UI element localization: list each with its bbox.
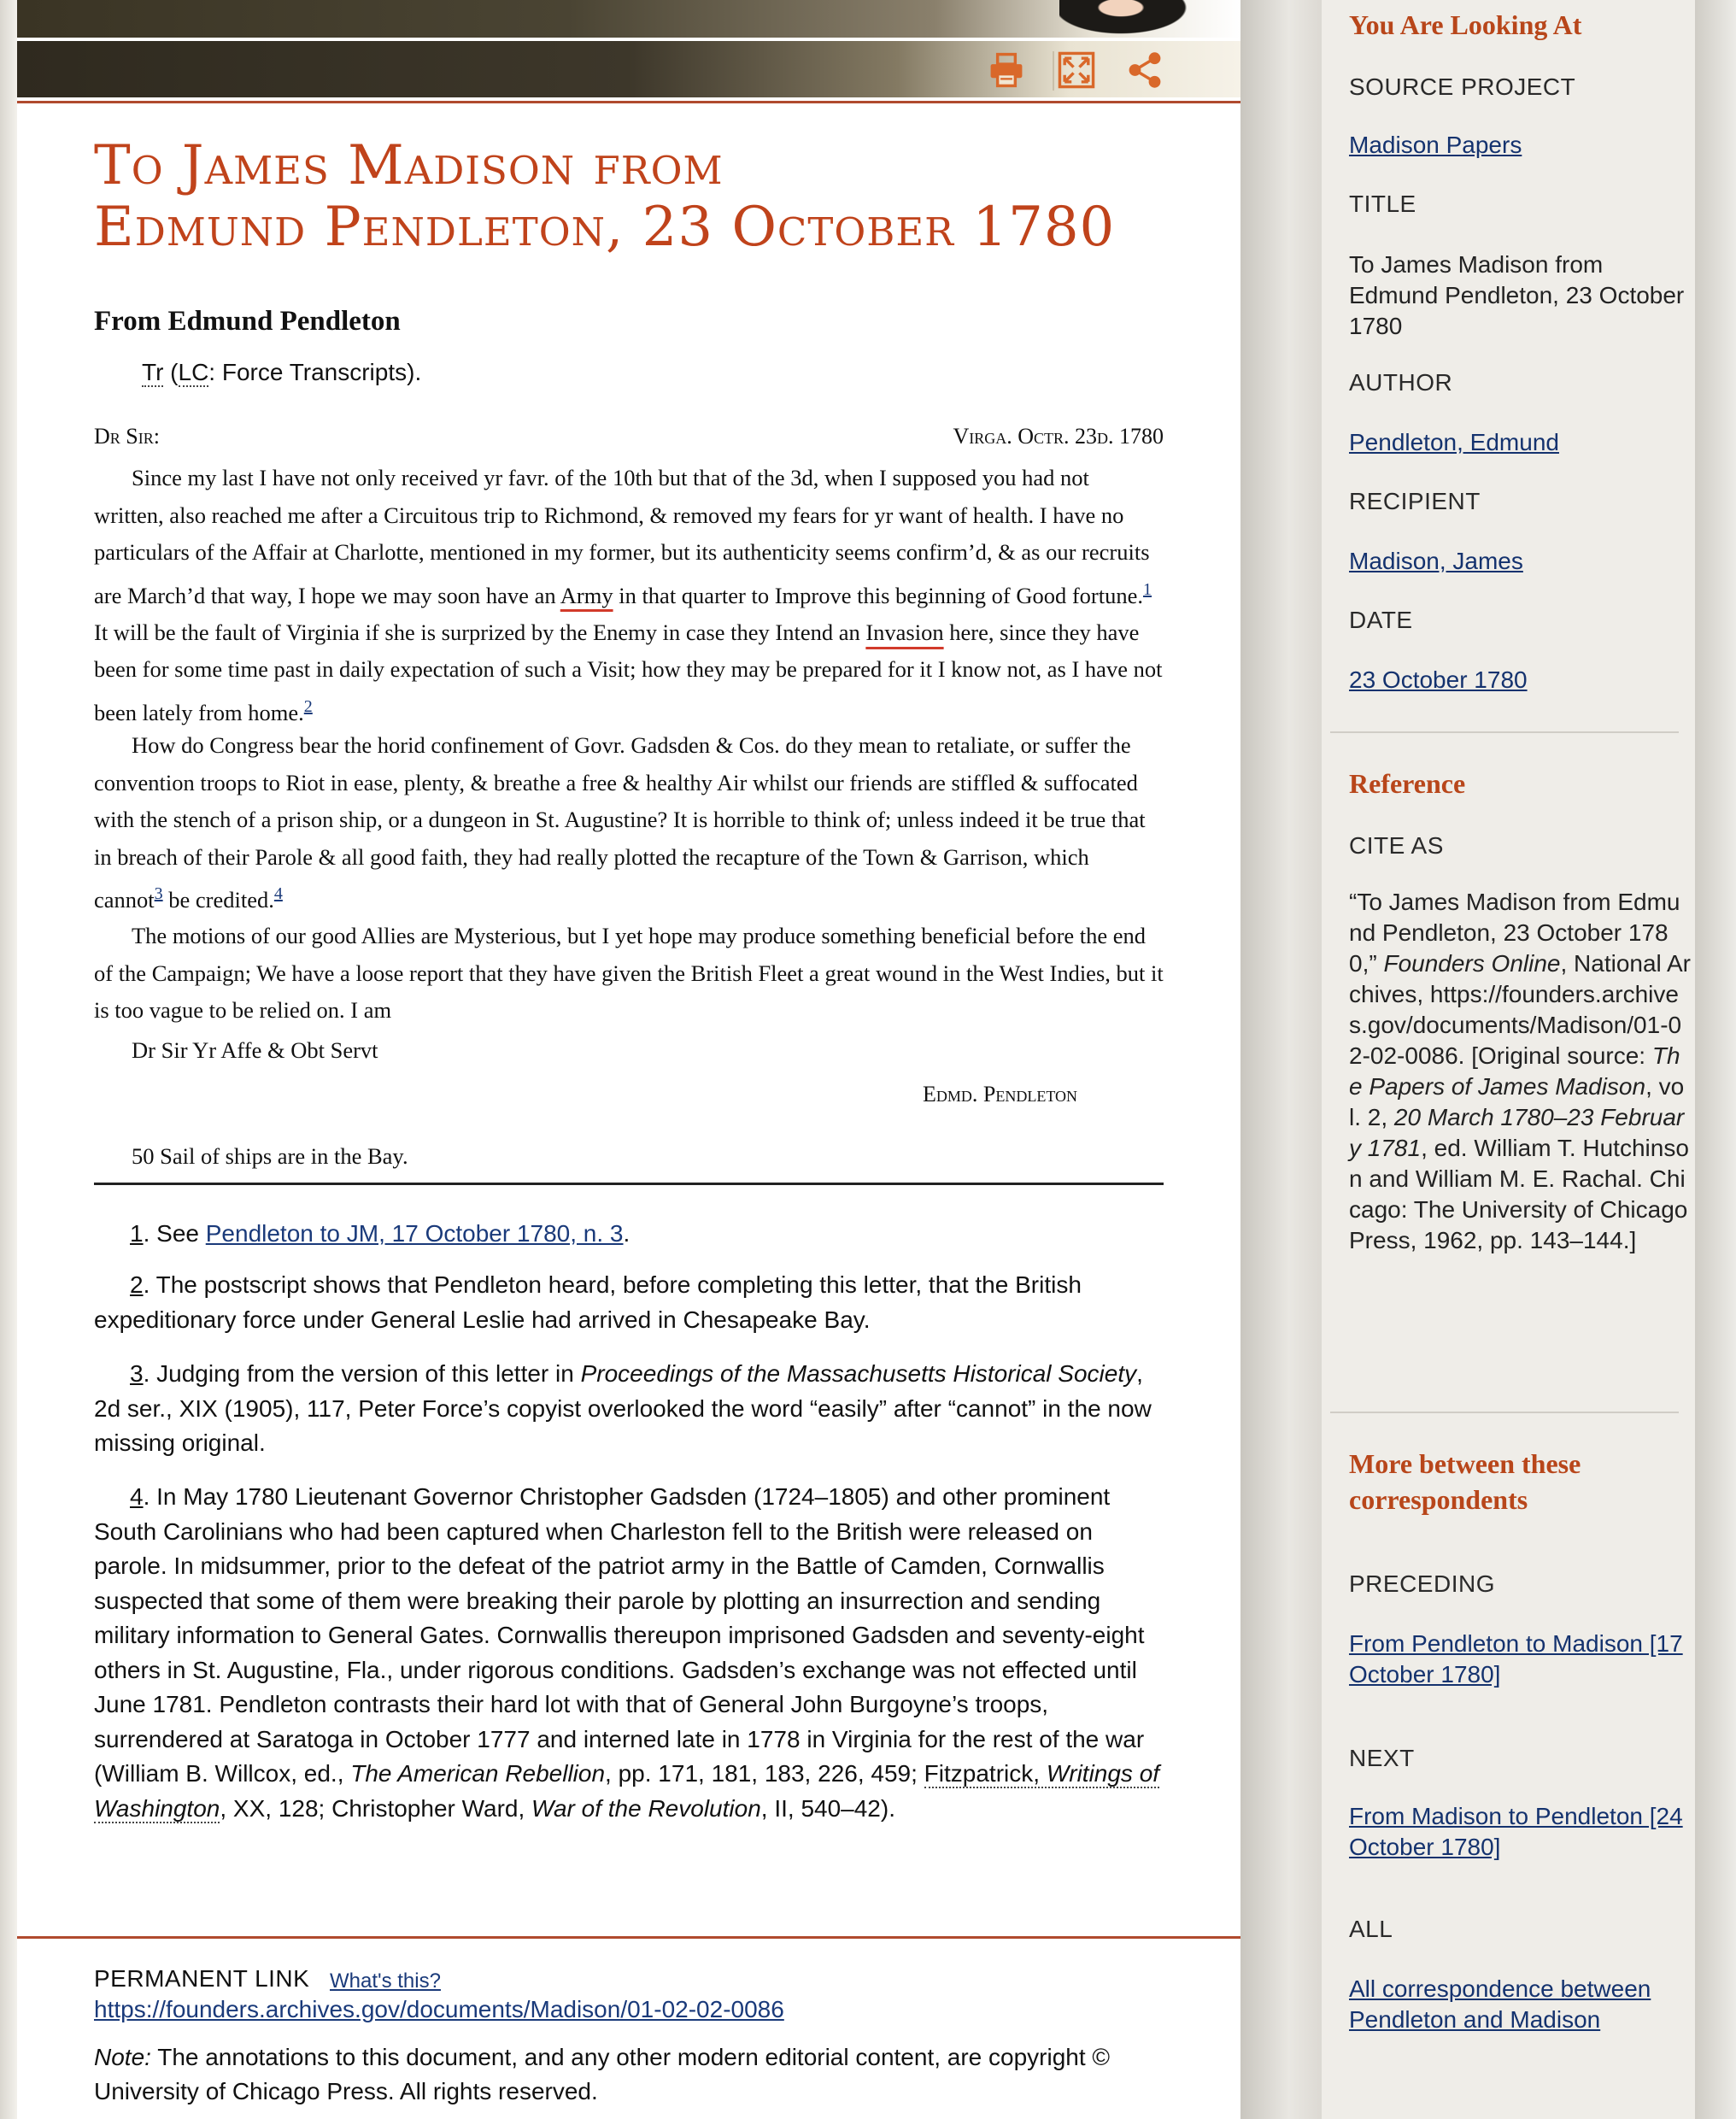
date-label: DATE	[1349, 607, 1413, 633]
note-3-number[interactable]: 3	[130, 1360, 144, 1387]
note-3	[94, 1357, 1164, 1461]
note-3-text-a: . Judging from the version of this letter in	[143, 1360, 581, 1387]
note-4	[94, 1480, 1164, 1826]
next-link[interactable]: From Madison to Pendleton [24 October 1780]	[1349, 1803, 1683, 1860]
note-4-text-c: , XX, 128; Christopher Ward,	[220, 1794, 532, 1822]
print-button[interactable]	[984, 48, 1029, 92]
term-army: Army	[560, 582, 613, 608]
fullscreen-icon	[1057, 50, 1096, 90]
notes-divider	[94, 1183, 1164, 1185]
page-title	[94, 135, 1205, 258]
note-4-fitzpatrick-author: Fitzpatrick,	[924, 1760, 1047, 1787]
share-icon	[1125, 50, 1164, 90]
term-invasion: Invasion	[865, 619, 944, 645]
header-rule	[17, 101, 1240, 103]
permanent-link-label: PERMANENT LINK	[94, 1965, 310, 1992]
sidebar-divider-1	[1330, 731, 1679, 733]
right-gutter	[1240, 0, 1322, 2119]
citation-site-name: Founders Online	[1383, 950, 1561, 977]
note-1-text-b: .	[623, 1220, 630, 1247]
footnote-ref-1[interactable]: 1	[1143, 579, 1152, 599]
all-label: ALL	[1349, 1916, 1393, 1942]
source-note	[142, 359, 421, 386]
postscript: 50 Sail of ships are in the Bay.	[132, 1143, 408, 1169]
author-label: AUTHOR	[1349, 369, 1453, 396]
note-4-number[interactable]: 4	[130, 1483, 144, 1510]
note-4-text-d: , II, 540–42).	[760, 1794, 895, 1822]
source-rest: : Force Transcripts).	[208, 359, 422, 385]
document-heading: From Edmund Pendleton	[94, 306, 401, 337]
sidebar-heading-more: More between these correspondents	[1349, 1448, 1581, 1515]
title-line-1: To James Madison from	[94, 134, 724, 197]
whats-this-link[interactable]: What's this?	[330, 1969, 441, 1993]
letter-paragraph-3: The motions of our good Allies are Mysterious, but I yet hope may produce something beneficial before the end of the Campaign; We have a loose report that they have given the British Fleet a great wound in the West Indies, but it is too vague to be relied on. I am	[94, 923, 1164, 1023]
fullscreen-button[interactable]	[1054, 48, 1099, 92]
note-4-text-b: , pp. 171, 181, 183, 226, 459;	[605, 1760, 924, 1787]
sidebar-heading-reference: Reference	[1349, 768, 1466, 799]
note-4-book-2: War of the Revolution	[531, 1794, 761, 1822]
footnote-ref-3[interactable]: 3	[154, 884, 163, 903]
footnote-ref-2[interactable]: 2	[303, 696, 313, 716]
left-gutter	[0, 0, 17, 2119]
letter-paragraph-2	[94, 727, 1164, 919]
note-1-text-a: . See	[143, 1220, 206, 1247]
citation-text	[1349, 887, 1691, 1256]
cite-as-label: CITE AS	[1349, 832, 1444, 859]
signature: Edmd. Pendleton	[923, 1082, 1077, 1106]
title-label: TITLE	[1349, 191, 1416, 217]
title-line-2: Edmund Pendleton, 23 October 1780	[94, 196, 1116, 259]
note-3-journal-title: Proceedings of the Massachusetts Historical Society	[580, 1360, 1137, 1387]
citation-part-b: , National Archives, https://founders.archives.gov/documents/Madison/01-02-02-0086. [Original source:	[1349, 950, 1692, 1069]
citation-volume-title: The Papers of James Madison	[1349, 1042, 1680, 1100]
p1-text-b: in that quarter to Improve this beginning of Good fortune.	[613, 582, 1143, 608]
recipient-label: RECIPIENT	[1349, 488, 1481, 514]
citation-part-a: “To James Madison from Edmund Pendleton, 23 October 1780,”	[1349, 889, 1680, 977]
far-right-gutter	[1695, 0, 1736, 2119]
title-value: To James Madison from Edmund Pendleton, 23 October 1780	[1349, 251, 1685, 339]
all-correspondence-link[interactable]: All correspondence between Pendleton and Madison	[1349, 1975, 1651, 2033]
header-banner	[17, 0, 1240, 38]
recipient-link[interactable]: Madison, James	[1349, 548, 1523, 574]
copyright-note-label: Note:	[94, 2044, 151, 2070]
footnote-ref-4[interactable]: 4	[273, 884, 283, 903]
citation-date-range: 20 March 1780–23 February 1781	[1349, 1104, 1685, 1161]
copyright-note	[94, 2040, 1205, 2109]
source-abbr-tr[interactable]: Tr	[142, 359, 164, 385]
note-4-book-1: The American Rebellion	[350, 1760, 606, 1787]
note-1-link[interactable]: Pendleton to JM, 17 October 1780, n. 3	[205, 1220, 624, 1247]
note-2-number[interactable]: 2	[130, 1271, 144, 1298]
citation-part-c: , vol. 2,	[1349, 1073, 1685, 1130]
note-1	[94, 1217, 1164, 1252]
source-project-link[interactable]: Madison Papers	[1349, 132, 1522, 158]
p1-text-a: Since my last I have not only received yr favr. of the 10th but that of the 3d, when I supposed you had not written, also reached me after a Circuitous trip to Richmond, & removed my fears for yr want of health. I have no particulars of the Affair at Charlotte, mentioned in my former, but its authenticity seems confirm’d, & as our recruits are March’d that way, I hope we may soon have an	[94, 465, 1150, 608]
p2-text-a: How do Congress bear the horid confinement of Govr. Gadsden & Cos. do they mean to retaliate, or suffer the convention troops to Riot in ease, plenty, & breathe a free & healthy Air whilst our friends are stiffled & suffocated with the stench of a prison ship, or a dungeon in St. Augustine? It is horrible to think of; unless indeed it be true that in breach of their Parole & all good faith, they had really plotted the recapture of the Town & Garrison, which cannot	[94, 732, 1146, 913]
closing: Dr Sir Yr Affe & Obt Servt	[132, 1037, 378, 1063]
copyright-note-text: The annotations to this document, and any other modern editorial content, are copyright © University of Chicago Press. All rights reserved.	[94, 2044, 1111, 2104]
author-link[interactable]: Pendleton, Edmund	[1349, 429, 1559, 455]
salutation: Dr Sir:	[94, 424, 160, 449]
sidebar-divider-2	[1330, 1412, 1679, 1413]
next-label: NEXT	[1349, 1745, 1415, 1771]
source-open: (	[163, 359, 179, 385]
p1-text-c: It will be the fault of Virginia if she is surprized by the Enemy in case they Intend an	[94, 619, 866, 645]
permanent-link-url[interactable]: https://founders.archives.gov/documents/Madison/01-02-02-0086	[94, 1996, 784, 2022]
sidebar	[1322, 0, 1695, 2119]
share-button[interactable]	[1123, 48, 1167, 92]
letter-paragraph-1	[94, 460, 1164, 731]
note-2	[94, 1268, 1164, 1337]
sidebar-heading-looking: You Are Looking At	[1349, 9, 1582, 40]
note-4-text-a: . In May 1780 Lieutenant Governor Christopher Gadsden (1724–1805) and other prominent South Carolinians who had been captured when Charleston fell to the British were released on parole. In midsummer, prior to the defeat of the patriot army in the Battle of Camden, Cornwallis suspected that some of them were breaking their parole by plotting an insurrection and sending military information to General Gates. Cornwallis thereupon imprisoned Gadsden and seventy-eight others in St. Augustine, Fla., under rigorous conditions. Gadsden’s exchange was not effected until June 1781. Pendleton contrasts their hard lot with that of General John Burgoyne’s troops, surrendered at Saratoga in October 1777 and interned late in 1778 in Virginia for the rest of the war (William B. Willcox, ed.,	[94, 1483, 1145, 1787]
source-project-label: SOURCE PROJECT	[1349, 73, 1576, 100]
dateline: Virga. Octr. 23d. 1780	[953, 424, 1164, 449]
citation-part-d: , ed. William T. Hutchinson and William M. E. Rachal. Chicago: The University of Chicago Press, 1962, pp. 143–144.]	[1349, 1135, 1689, 1253]
source-abbr-lc[interactable]: LC	[178, 359, 209, 385]
p2-text-b: be credited.	[162, 886, 274, 913]
note-3-text-b: , 2d ser., XIX (1905), 117, Peter Force’s copyist overlooked the word “easily” after “cannot” in the now missing original.	[94, 1360, 1152, 1456]
note-2-text: . The postscript shows that Pendleton heard, before completing this letter, that the British expeditionary force under General Leslie had arrived in Chesapeake Bay.	[94, 1271, 1082, 1333]
footer-rule	[17, 1936, 1240, 1939]
print-icon	[987, 50, 1026, 90]
note-4-fitzpatrick-title: Writings of Washington	[94, 1760, 1160, 1822]
note-1-number[interactable]: 1	[130, 1220, 144, 1247]
preceding-label: PRECEDING	[1349, 1570, 1495, 1597]
p1-text-d: here, since they have been for some time past in daily expectation of such a Visit; how they may be prepared for it I know not, as I have not been lately from home.	[94, 619, 1163, 725]
preceding-link[interactable]: From Pendleton to Madison [17 October 1780]	[1349, 1630, 1683, 1688]
portrait-image	[1059, 0, 1196, 38]
date-link[interactable]: 23 October 1780	[1349, 666, 1528, 693]
